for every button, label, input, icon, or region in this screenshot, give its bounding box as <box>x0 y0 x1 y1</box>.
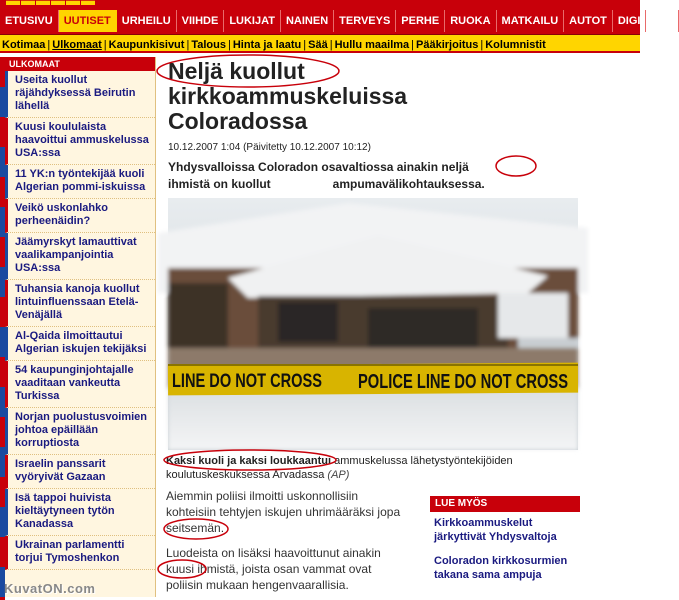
sidebar-news-item[interactable] <box>5 455 155 489</box>
paragraph-line: Aiemmin poliisi ilmoitti uskonnollisiin <box>166 489 359 503</box>
article-lead <box>168 159 568 193</box>
sidebar <box>5 57 156 597</box>
paragraph-line: Luodeista on lisäksi haavoittunut ainakin <box>166 546 381 560</box>
subnav-hullu-maailma[interactable]: Hullu maailma <box>334 39 410 51</box>
nav-item-uutiset[interactable]: UUTISET <box>59 10 117 32</box>
subnav-kotimaa[interactable]: Kotimaa <box>2 39 46 51</box>
lead-line: Yhdysvalloissa Coloradon osavaltiossa ainakin neljä <box>168 160 469 174</box>
sidebar-news-item[interactable] <box>5 233 155 280</box>
sidebar-news-link[interactable]: 11 YK:n työntekijää kuoli Algerian pommi-iskuissa <box>15 168 146 193</box>
sidebar-news-link[interactable]: Al-Qaida ilmoittautui Algerian iskujen tekijäksi <box>15 330 147 355</box>
article-dateline: 10.12.2007 1:04 (Päivitetty 10.12.2007 10:12) <box>168 142 371 153</box>
nav-item-pelit[interactable]: PEL <box>646 10 678 32</box>
nav-item-ruoka[interactable]: RUOKA <box>445 10 496 32</box>
subnav-kaupunkisivut[interactable]: Kaupunkisivut <box>108 39 185 51</box>
sidebar-header: ULKOMAAT <box>5 57 155 71</box>
subnav-talous[interactable]: Talous <box>191 39 226 51</box>
related-articles <box>430 496 580 582</box>
site-logo-mark: ▬▬▬▬▬▬ <box>6 0 96 8</box>
related-header: LUE MYÖS <box>430 496 580 512</box>
caption-rest: ammuskelussa lähetystyöntekijöiden koulutuskeskuksessa Arvadassa <box>166 455 513 481</box>
caption-source: (AP) <box>327 469 350 481</box>
sidebar-news-item[interactable] <box>5 199 155 233</box>
police-tape-text-right: POLICE LINE DO NOT CROSS <box>358 371 568 393</box>
subnav-separator: | <box>303 39 307 51</box>
nav-item-urheilu[interactable]: URHEILU <box>117 10 177 32</box>
main-nav <box>0 8 673 35</box>
paragraph-line: kuusi ihmistä, joista osan vammat ovat <box>166 562 372 576</box>
nav-item-digi[interactable]: DIGI <box>613 10 647 32</box>
sidebar-news-item[interactable] <box>5 165 155 199</box>
sidebar-news-link[interactable]: Israelin panssarit vyöryivät Gazaan <box>15 458 106 483</box>
watermark: KuvatON.com <box>4 581 96 596</box>
sidebar-news-link[interactable]: Kuusi koululaista haavoittui ammuskelussa USA:ssa <box>15 121 149 159</box>
sidebar-news-item[interactable] <box>5 536 155 570</box>
article-paragraph-2 <box>166 545 406 593</box>
sidebar-news-item[interactable] <box>5 361 155 408</box>
headline-line: kirkkoammuskeluissa <box>168 83 408 109</box>
sidebar-news-link[interactable]: Useita kuollut räjähdyksessä Beirutin lähellä <box>15 74 136 112</box>
subnav-hinta-ja-laatu[interactable]: Hinta ja laatu <box>232 39 302 51</box>
police-tape-text-left: LINE DO NOT CROSS <box>172 371 322 392</box>
sidebar-news-item[interactable] <box>5 408 155 455</box>
headline-line: Neljä kuollut <box>168 58 305 84</box>
sidebar-news-link[interactable]: Isä tappoi huivista kieltäytyneen tytön Kanadassa <box>15 492 115 530</box>
crime-scene-photo <box>168 198 578 450</box>
nav-item-etusivu[interactable]: ETUSIVU <box>0 10 59 32</box>
subnav-separator: | <box>480 39 484 51</box>
sidebar-news-item[interactable] <box>5 118 155 165</box>
nav-item-terveys[interactable]: TERVEYS <box>334 10 396 32</box>
subnav-separator: | <box>186 39 190 51</box>
photo-caption <box>166 454 586 482</box>
photo-building <box>158 203 588 388</box>
headline-line: Coloradossa <box>168 108 308 134</box>
lead-line <box>168 176 568 193</box>
subnav-separator: | <box>103 39 107 51</box>
paragraph-line: poliisin mukaan hengenvaarallisia. <box>166 578 349 592</box>
nav-item-nainen[interactable]: NAINEN <box>281 10 334 32</box>
subnav-saa[interactable]: Sää <box>308 39 328 51</box>
police-tape-edge <box>168 364 578 366</box>
nav-item-matkailu[interactable]: MATKAILU <box>497 10 565 32</box>
subnav-separator: | <box>227 39 231 51</box>
paragraph-line: kohteisiin tehtyjen iskujen uhrimääräksi jopa <box>166 505 401 519</box>
subnav-separator: | <box>411 39 415 51</box>
sidebar-news-link[interactable]: Tuhansia kanoja kuollut lintuinfluenssaan Etelä-Venäjällä <box>15 283 140 321</box>
lead-line-start: ihmistä on kuollut <box>168 177 271 191</box>
sidebar-news-link[interactable]: Veikö uskonlahko perheenäidin? <box>15 202 108 227</box>
subnav-ulkomaat[interactable]: Ulkomaat <box>52 39 102 51</box>
sub-nav <box>0 35 640 53</box>
paragraph-line: seitsemän. <box>166 521 225 535</box>
related-link[interactable]: Coloradon kirkkosurmien takana sama ampuja <box>434 555 568 581</box>
subnav-separator: | <box>47 39 51 51</box>
subnav-separator: | <box>329 39 333 51</box>
sidebar-news-link[interactable]: 54 kaupunginjohtajalle vaaditaan vankeutta Turkissa <box>15 364 134 402</box>
related-link[interactable]: Kirkkoammuskelut järkyttivät Yhdysvaltoja <box>434 517 557 543</box>
sidebar-news-item[interactable] <box>5 71 155 118</box>
article <box>166 57 586 193</box>
nav-item-viihde[interactable]: VIIHDE <box>177 10 225 32</box>
subnav-paakirjoitus[interactable]: Pääkirjoitus <box>416 39 479 51</box>
sidebar-news-item[interactable] <box>5 489 155 536</box>
sidebar-news-link[interactable]: Norjan puolustusvoimien johtoa epäillään korruptiosta <box>15 411 148 449</box>
nav-item-autot[interactable]: AUTOT <box>564 10 613 32</box>
caption-bold: Kaksi kuoli ja kaksi loukkaantui <box>166 455 332 467</box>
sidebar-news-link[interactable]: Ukrainan parlamentti torjui Tymoshenkon <box>15 539 125 564</box>
article-headline <box>168 59 586 134</box>
lead-line-end: ampumavälikohtauksessa. <box>332 177 485 191</box>
site-logo[interactable] <box>0 0 140 8</box>
sidebar-news-link[interactable]: Jäämyrskyt lamauttivat vaalikampanjointia USA:ssa <box>15 236 137 274</box>
nav-item-lukijat[interactable]: LUKIJAT <box>224 10 281 32</box>
sidebar-news-item[interactable] <box>5 327 155 361</box>
article-paragraph-1 <box>166 488 406 536</box>
nav-item-perhe[interactable]: PERHE <box>396 10 445 32</box>
subnav-kolumnistit[interactable]: Kolumnistit <box>485 39 546 51</box>
article-photo <box>168 198 578 450</box>
sidebar-news-item[interactable] <box>5 280 155 327</box>
